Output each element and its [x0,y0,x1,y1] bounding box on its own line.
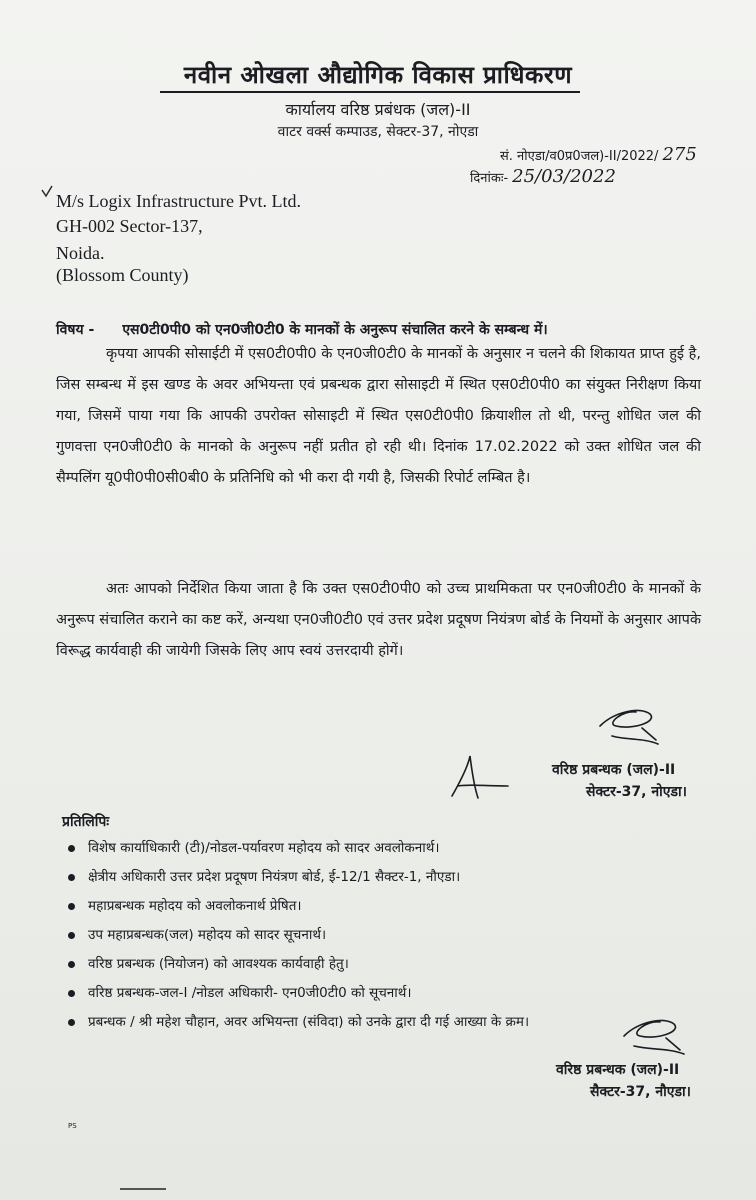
copy-to-list [64,834,529,1037]
list-item: महाप्रबन्धक महोदय को अवलोकनार्थ प्रेषित। [64,892,529,921]
bottom-mark [120,1188,166,1190]
recipient-line-2: GH-002 Sector-137, [56,216,203,236]
list-item: प्रबन्धक / श्री महेश चौहान, अवर अभियन्ता (संविदा) को उनके द्वारा दी गई आख्या के क्रम। [64,1008,529,1037]
subject-label: विषय - [56,322,95,338]
office-name: कार्यालय वरिष्ठ प्रबंधक (जल)-II [285,100,471,119]
date-handwritten-value: 25/03/2022 [512,166,616,187]
signatory-title-1: वरिष्ठ प्रबन्धक (जल)-II [552,762,676,778]
copy-to-heading: प्रतिलिपिः [62,814,110,830]
list-item: वरिष्ठ प्रबन्धक (नियोजन) को आवश्यक कार्यवाही हेतु। [64,950,529,979]
body-paragraph-2: अतः आपको निर्देशित किया जाता है कि उक्त एस0टी0पी0 को उच्च प्राथमिकता पर एन0जी0टी0 के मानकों के अनुरूप संचालित कराने का कष्ट करें, अन्यथा एन0जी0टी0 एवं उत्तर प्रदेश प्रदूषण नियंत्रण बोर्ड के नियमों के अनुसार आपके विरूद्ध कार्यवाही की जायेगी जिसके लिए आप स्वयं उत्तरदायी होगें। [56,581,701,659]
subject-text: एस0टी0पी0 को एन0जी0टी0 के मानकों के अनुरूप संचालित करने के सम्बन्ध में। [122,322,548,338]
title-underline [160,91,580,93]
signatory-office-1: सेक्टर-37, नोएडा। [586,784,687,800]
signature-scribble-1 [592,700,672,748]
list-item: विशेष कार्याधिकारी (टी)/नोडल-पर्यावरण महोदय को सादर अवलोकनार्थ। [64,834,529,863]
list-item: वरिष्ठ प्रबन्धक-जल-I /नोडल अधिकारी- एन0जी0टी0 को सूचनार्थ। [64,979,529,1008]
initial-mark [444,752,516,804]
office-address: वाटर वर्क्स कम्पाउड, सेक्टर-37, नोएडा [277,124,479,140]
signatory-office-2: सैक्टर-37, नौएडा। [590,1084,691,1100]
check-mark-icon [40,184,54,198]
date-label: दिनांकः- [470,171,509,186]
recipient-line-3: Noida. [56,243,105,263]
subject-line [56,320,548,339]
signature-scribble-2 [616,1012,696,1058]
recipient-line-1: M/s Logix Infrastructure Pvt. Ltd. [56,191,301,211]
body-paragraph-1: कृपया आपकी सोसाईटी में एस0टी0पी0 के एन0जी0टी0 के मानकों के अनुसार न चलने की शिकायत प्राप्त हुई है, जिस सम्बन्ध में इस खण्ड के अवर अभियन्ता एवं प्रबन्धक द्वारा सोसाइटी में स्थित एस0टी0पी0 का संयुक्त निरीक्षण किया गया, जिसमें पाया गया कि आपकी उपरोक्त सोसाइटी में स्थित एस0टी0पी0 क्रियाशील तो थी, परन्तु शोधित जल की गुणवत्ता एन0जी0टी0 के मानको के अनुरूप नहीं प्रतीत हो रही थी। दिनांक 17.02.2022 को उक्त शोधित जल की सैम्पलिंग यू0पी0पी0सी0बी0 के प्रतिनिधि को भी करा दी गयी है, जिसकी रिपोर्ट लम्बित है। [56,346,701,486]
reference-label: सं. नोएडा/व0प्र0जल)-II/2022/ [500,149,659,164]
letter-date [470,166,616,187]
typist-initials: PS [68,1122,77,1130]
reference-handwritten-number: 275 [662,144,697,165]
recipient-line-4: (Blossom County) [56,265,189,285]
signatory-title-2: वरिष्ठ प्रबन्धक (जल)-II [556,1062,680,1078]
list-item: क्षेत्रीय अधिकारी उत्तर प्रदेश प्रदूषण नियंत्रण बोर्ड, ई-12/1 सैक्टर-1, नौएडा। [64,863,529,892]
list-item: उप महाप्रबन्धक(जल) महोदय को सादर सूचनार्थ। [64,921,529,950]
authority-title: नवीन ओखला औद्योगिक विकास प्राधिकरण [183,61,573,89]
reference-number [500,144,697,165]
